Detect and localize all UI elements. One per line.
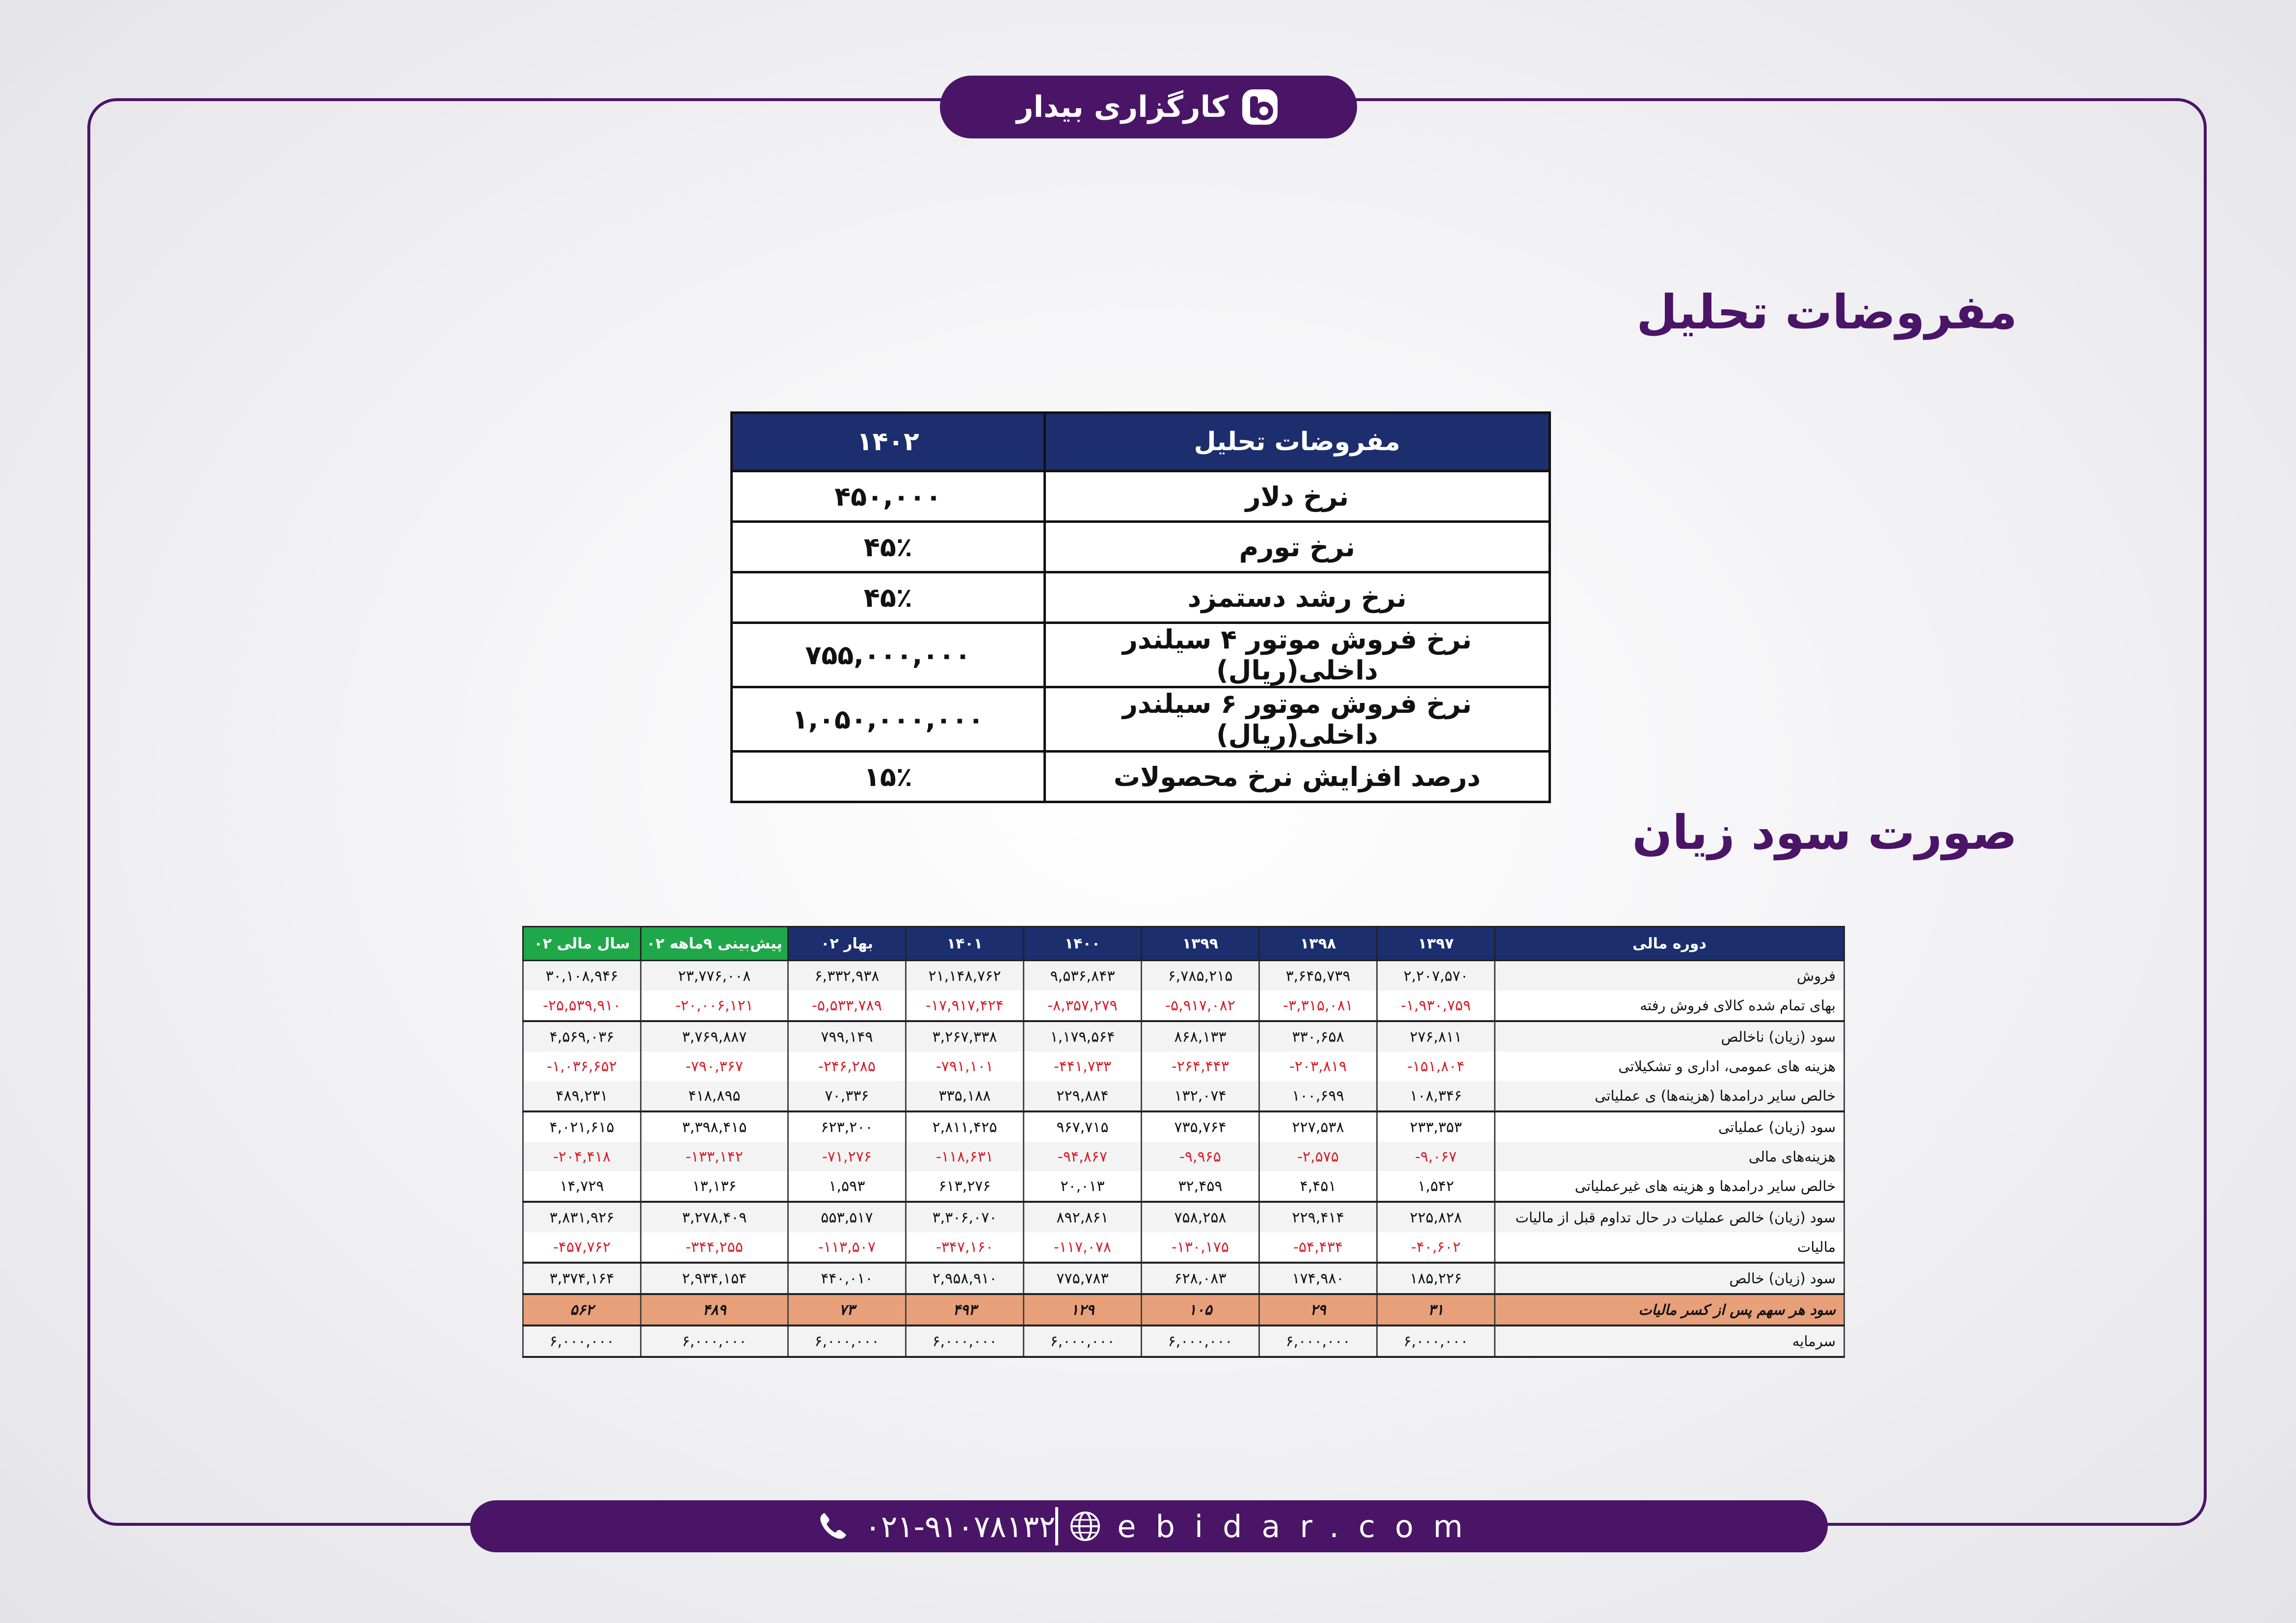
assumption-value: ۱۵٪ [732,752,1045,802]
website-link[interactable]: ebidar.com [1117,1508,1483,1544]
income-statement-header-row [523,927,1844,961]
table-row [523,1021,1844,1052]
table-cell: ۱۲۹ [1024,1294,1142,1325]
table-cell: ۲,۲۰۷,۵۷۰ [1377,961,1495,991]
phone-number[interactable]: ۰۲۱-۹۱۰۷۸۱۳۲ [864,1508,1056,1544]
table-cell: -۲۰۳,۸۱۹ [1259,1052,1377,1081]
assumption-value: ۱,۰۵۰,۰۰۰,۰۰۰ [732,687,1045,752]
table-cell: ۳۱ [1377,1294,1495,1325]
table-cell: ۷۳۵,۷۶۴ [1142,1111,1259,1142]
table-cell: -۱,۰۳۶,۶۵۲ [523,1052,641,1081]
table-cell: ۶,۰۰۰,۰۰۰ [906,1325,1024,1357]
table-row [523,1232,1844,1263]
row-label: سود (زیان) عملیاتی [1495,1111,1844,1142]
table-cell: ۲۲۵,۸۲۸ [1377,1202,1495,1232]
column-header-year: بهار ۰۲ [788,927,906,961]
assumption-value: ۴۵٪ [732,572,1045,623]
column-header-year: ۱۳۹۷ [1377,927,1495,961]
table-cell: ۶۱۳,۲۷۶ [906,1171,1024,1202]
row-label: خالص سایر درامدها و هزینه های غیرعملیاتی [1495,1171,1844,1202]
assumptions-header-year: ۱۴۰۲ [732,413,1045,471]
table-cell: ۶۲۸,۰۸۳ [1142,1263,1259,1294]
row-label: فروش [1495,961,1844,991]
assumption-row [732,687,1550,752]
table-cell: -۳۴۴,۲۵۵ [641,1232,788,1263]
table-cell: -۹۴,۸۶۷ [1024,1142,1142,1171]
table-row [523,1081,1844,1111]
table-cell: -۸,۳۵۷,۲۷۹ [1024,991,1142,1021]
assumption-label: درصد افزایش نرخ محصولات [1044,752,1549,802]
table-cell: ۲۷۶,۸۱۱ [1377,1021,1495,1052]
table-row [523,1171,1844,1202]
assumptions-title: مفروضات تحلیل [1636,285,2017,340]
column-header-period: دوره مالی [1495,927,1844,961]
assumption-value: ۴۵۰,۰۰۰ [732,471,1045,522]
table-cell: -۱۱۳,۵۰۷ [788,1232,906,1263]
table-row [523,1294,1844,1325]
table-cell: ۲,۸۱۱,۴۲۵ [906,1111,1024,1142]
income-statement-title: صورت سود زیان [1632,805,2017,860]
table-cell: -۷۹۱,۱۰۱ [906,1052,1024,1081]
table-cell: ۱۷۴,۹۸۰ [1259,1263,1377,1294]
table-row [523,1111,1844,1142]
table-cell: ۱۰۸,۳۴۶ [1377,1081,1495,1111]
table-cell: -۱۵۱,۸۰۴ [1377,1052,1495,1081]
table-cell: ۳,۲۶۷,۳۳۸ [906,1021,1024,1052]
assumption-row [732,752,1550,802]
table-cell: ۷۷۵,۷۸۳ [1024,1263,1142,1294]
table-cell: ۳,۳۷۴,۱۶۴ [523,1263,641,1294]
table-cell: -۴۵۷,۷۶۲ [523,1232,641,1263]
assumptions-header-label: مفروضات تحلیل [1044,413,1549,471]
table-cell: ۹,۵۳۶,۸۴۳ [1024,961,1142,991]
table-cell: ۲۲۹,۴۱۴ [1259,1202,1377,1232]
assumptions-table [730,411,1551,803]
table-cell: -۱۳۰,۱۷۵ [1142,1232,1259,1263]
table-cell: ۲۲۷,۵۳۸ [1259,1111,1377,1142]
row-label: هزینه های عمومی، اداری و تشکیلاتی [1495,1052,1844,1081]
row-label: سرمایه [1495,1325,1844,1357]
row-label: سود (زیان) خالص عملیات در حال تداوم قبل از مالیات [1495,1202,1844,1232]
table-cell: -۲۰,۰۰۶,۱۲۱ [641,991,788,1021]
table-cell: ۶,۳۳۲,۹۳۸ [788,961,906,991]
table-cell: ۱۳,۱۳۶ [641,1171,788,1202]
brand-header [940,76,1357,138]
table-cell: ۳,۳۰۶,۰۷۰ [906,1202,1024,1232]
column-header-year: ۱۴۰۱ [906,927,1024,961]
table-cell: ۳۰,۱۰۸,۹۴۶ [523,961,641,991]
table-cell: ۳,۳۹۸,۴۱۵ [641,1111,788,1142]
table-cell: -۲۶۴,۴۴۳ [1142,1052,1259,1081]
table-row [523,961,1844,991]
table-cell: ۳۳۰,۶۵۸ [1259,1021,1377,1052]
assumption-value: ۷۵۵,۰۰۰,۰۰۰ [732,623,1045,687]
table-cell: ۳,۲۷۸,۴۰۹ [641,1202,788,1232]
table-row [523,1142,1844,1171]
table-cell: -۵,۵۳۳,۷۸۹ [788,991,906,1021]
table-cell: ۲۲۹,۸۸۴ [1024,1081,1142,1111]
table-row [523,991,1844,1021]
table-cell: -۱۱۷,۰۷۸ [1024,1232,1142,1263]
table-cell: -۴۴۱,۷۳۳ [1024,1052,1142,1081]
table-cell: -۲۴۶,۲۸۵ [788,1052,906,1081]
table-cell: ۱۰۵ [1142,1294,1259,1325]
table-cell: ۲۹ [1259,1294,1377,1325]
assumption-row [732,623,1550,687]
table-cell: ۳,۷۶۹,۸۸۷ [641,1021,788,1052]
table-cell: ۲,۹۵۸,۹۱۰ [906,1263,1024,1294]
table-cell: ۲۱,۱۴۸,۷۶۲ [906,961,1024,991]
column-header-year: ۱۳۹۹ [1142,927,1259,961]
table-cell: -۱۷,۹۱۷,۴۲۴ [906,991,1024,1021]
brand-name: کارگزاری بیدار [1016,90,1228,124]
table-cell: ۶,۰۰۰,۰۰۰ [523,1325,641,1357]
table-cell: ۴,۵۶۹,۰۳۶ [523,1021,641,1052]
footer-divider [1055,1507,1058,1545]
table-cell: ۴۴۰,۰۱۰ [788,1263,906,1294]
table-row [523,1263,1844,1294]
assumption-value: ۴۵٪ [732,522,1045,572]
assumption-label: نرخ فروش موتور ۶ سیلندر داخلی(ریال) [1044,687,1549,752]
column-header-year: ۱۴۰۰ [1024,927,1142,961]
column-header-year: پیش‌بینی ۹ماهه ۰۲ [641,927,788,961]
phone-icon [816,1509,850,1543]
table-cell: ۷۵۸,۲۵۸ [1142,1202,1259,1232]
table-cell: -۷۱,۲۷۶ [788,1142,906,1171]
table-cell: ۱۴,۷۲۹ [523,1171,641,1202]
table-cell: ۲۳۳,۳۵۳ [1377,1111,1495,1142]
table-cell: ۲۳,۷۷۶,۰۰۸ [641,961,788,991]
table-cell: -۷۹۰,۳۶۷ [641,1052,788,1081]
table-cell: ۹۶۷,۷۱۵ [1024,1111,1142,1142]
table-cell: ۸۶۸,۱۳۳ [1142,1021,1259,1052]
table-cell: -۲,۵۷۵ [1259,1142,1377,1171]
table-cell: -۲۰۴,۴۱۸ [523,1142,641,1171]
table-row [523,1325,1844,1357]
table-cell: ۵۵۳,۵۱۷ [788,1202,906,1232]
table-cell: ۳۲,۴۵۹ [1142,1171,1259,1202]
table-cell: -۵,۹۱۷,۰۸۲ [1142,991,1259,1021]
table-cell: -۹,۹۶۵ [1142,1142,1259,1171]
table-row [523,1052,1844,1081]
table-cell: ۶,۷۸۵,۲۱۵ [1142,961,1259,991]
table-cell: ۸۹۲,۸۶۱ [1024,1202,1142,1232]
table-cell: ۱,۵۹۳ [788,1171,906,1202]
table-cell: ۲,۹۳۴,۱۵۴ [641,1263,788,1294]
table-cell: ۷۳ [788,1294,906,1325]
row-label: سود (زیان) ناخالص [1495,1021,1844,1052]
table-cell: ۴۸۹ [641,1294,788,1325]
table-cell: ۶,۰۰۰,۰۰۰ [1259,1325,1377,1357]
column-header-year: ۱۳۹۸ [1259,927,1377,961]
footer-contact-bar [470,1500,1828,1552]
table-cell: -۱۳۳,۱۴۲ [641,1142,788,1171]
table-cell: -۹,۰۶۷ [1377,1142,1495,1171]
assumption-row [732,471,1550,522]
table-cell: -۵۴,۴۳۴ [1259,1232,1377,1263]
table-cell: -۴۰,۶۰۲ [1377,1232,1495,1263]
assumption-label: نرخ فروش موتور ۴ سیلندر داخلی(ریال) [1044,623,1549,687]
table-cell: -۳,۳۱۵,۰۸۱ [1259,991,1377,1021]
table-cell: -۱۱۸,۶۳۱ [906,1142,1024,1171]
column-header-year: سال مالی ۰۲ [523,927,641,961]
table-cell: ۱,۱۷۹,۵۶۴ [1024,1021,1142,1052]
assumption-label: نرخ دلار [1044,471,1549,522]
globe-icon [1068,1509,1102,1543]
row-label: مالیات [1495,1232,1844,1263]
table-row [523,1202,1844,1232]
table-cell: ۶,۰۰۰,۰۰۰ [1024,1325,1142,1357]
table-cell: -۳۴۷,۱۶۰ [906,1232,1024,1263]
assumption-row [732,572,1550,623]
table-cell: ۱,۵۴۲ [1377,1171,1495,1202]
table-cell: ۶,۰۰۰,۰۰۰ [1377,1325,1495,1357]
table-cell: ۶,۰۰۰,۰۰۰ [1142,1325,1259,1357]
assumption-label: نرخ تورم [1044,522,1549,572]
table-cell: ۴,۰۲۱,۶۱۵ [523,1111,641,1142]
table-cell: ۷۹۹,۱۴۹ [788,1021,906,1052]
table-cell: ۳۳۵,۱۸۸ [906,1081,1024,1111]
row-label: هزینه‌های مالی [1495,1142,1844,1171]
assumption-row [732,522,1550,572]
table-cell: ۱۸۵,۲۲۶ [1377,1263,1495,1294]
table-cell: ۷۰,۳۳۶ [788,1081,906,1111]
row-label: بهای تمام شده کالای فروش رفته [1495,991,1844,1021]
bidar-logo-icon [1239,86,1281,128]
table-cell: ۳,۶۴۵,۷۳۹ [1259,961,1377,991]
table-cell: -۱,۹۳۰,۷۵۹ [1377,991,1495,1021]
table-cell: ۴۹۳ [906,1294,1024,1325]
table-cell: ۴,۴۵۱ [1259,1171,1377,1202]
table-cell: ۴۸۹,۲۳۱ [523,1081,641,1111]
table-cell: -۲۵,۵۳۹,۹۱۰ [523,991,641,1021]
income-statement-table [522,926,1845,1358]
table-cell: ۲۰,۰۱۳ [1024,1171,1142,1202]
table-cell: ۴۱۸,۸۹۵ [641,1081,788,1111]
table-cell: ۱۳۲,۰۷۴ [1142,1081,1259,1111]
table-cell: ۵۶۲ [523,1294,641,1325]
table-cell: ۱۰۰,۶۹۹ [1259,1081,1377,1111]
table-cell: ۶۲۳,۲۰۰ [788,1111,906,1142]
assumption-label: نرخ رشد دستمزد [1044,572,1549,623]
row-label: سود هر سهم پس از کسر مالیات [1495,1294,1844,1325]
table-cell: ۶,۰۰۰,۰۰۰ [641,1325,788,1357]
row-label: سود (زیان) خالص [1495,1263,1844,1294]
table-cell: ۶,۰۰۰,۰۰۰ [788,1325,906,1357]
assumptions-header-row [732,413,1550,471]
table-cell: ۳,۸۳۱,۹۲۶ [523,1202,641,1232]
row-label: خالص سایر درامدها (هزینه‌ها) ی عملیاتی [1495,1081,1844,1111]
